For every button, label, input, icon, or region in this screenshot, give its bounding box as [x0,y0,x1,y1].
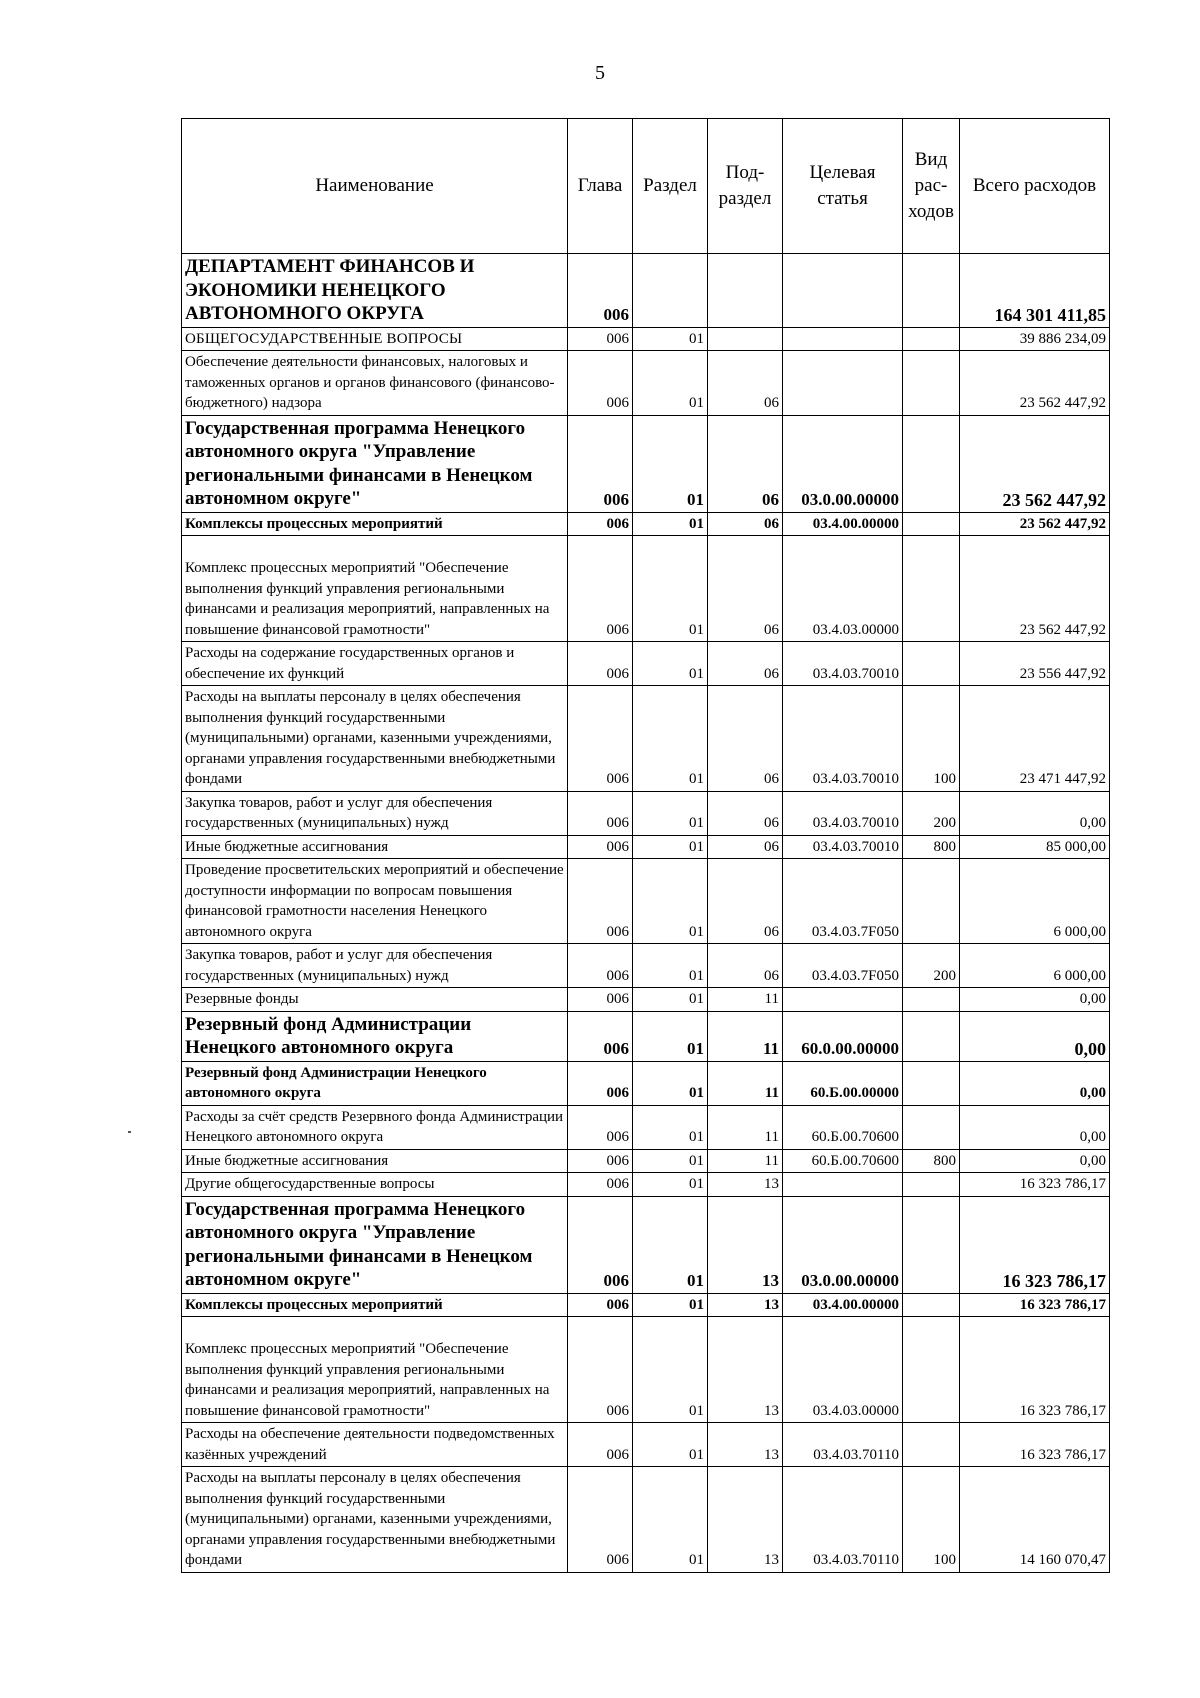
cell-subsection [708,254,783,328]
cell-kind [903,415,960,512]
cell-total: 23 562 447,92 [960,351,1110,416]
cell-subsection: 13 [708,1317,783,1423]
cell-chapter: 006 [568,536,633,642]
cell-subsection: 13 [708,1467,783,1573]
cell-target: 03.4.03.70010 [783,642,903,686]
cell-total: 23 471 447,92 [960,686,1110,792]
cell-section: 01 [633,1011,708,1061]
cell-chapter: 006 [568,835,633,859]
header-name: Наименование [182,119,568,254]
cell-total: 23 562 447,92 [960,536,1110,642]
cell-kind: 200 [903,791,960,835]
cell-section: 01 [633,835,708,859]
table-body [182,254,1110,1573]
cell-section: 01 [633,859,708,944]
table-row [182,1423,1110,1467]
cell-target: 03.4.00.00000 [783,1293,903,1317]
cell-subsection: 06 [708,859,783,944]
cell-kind [903,512,960,536]
cell-name: Резервные фонды [182,988,568,1012]
cell-section: 01 [633,1293,708,1317]
cell-kind [903,859,960,944]
cell-target [783,351,903,416]
cell-chapter: 006 [568,1173,633,1197]
cell-kind: 800 [903,835,960,859]
cell-chapter: 006 [568,642,633,686]
table-row [182,415,1110,512]
cell-subsection: 06 [708,835,783,859]
cell-subsection: 11 [708,1105,783,1149]
cell-target: 60.Б.00.00000 [783,1061,903,1105]
cell-section: 01 [633,536,708,642]
cell-name: ДЕПАРТАМЕНТ ФИНАНСОВ И ЭКОНОМИКИ НЕНЕЦКОГО АВТОНОМНОГО ОКРУГА [182,254,568,328]
cell-kind [903,351,960,416]
cell-subsection: 06 [708,415,783,512]
cell-target: 03.4.03.70110 [783,1423,903,1467]
table-row [182,1149,1110,1173]
table-row [182,944,1110,988]
cell-subsection: 13 [708,1173,783,1197]
table-row [182,642,1110,686]
cell-kind [903,536,960,642]
cell-name: Комплекс процессных мероприятий "Обеспечение выполнения функций управления региональными финансами и реализация мероприятий, направленных на повышение финансовой грамотности" [182,536,568,642]
table-row [182,1011,1110,1061]
cell-target [783,988,903,1012]
cell-name: Резервный фонд Администрации Ненецкого автономного округа [182,1061,568,1105]
cell-chapter: 006 [568,1196,633,1293]
table-header-row [182,119,1110,254]
stray-mark [128,1131,131,1133]
cell-kind [903,1196,960,1293]
cell-chapter: 006 [568,1061,633,1105]
table-row [182,686,1110,792]
cell-kind [903,1061,960,1105]
cell-total: 164 301 411,85 [960,254,1110,328]
cell-section: 01 [633,1196,708,1293]
header-total: Всего расходов [960,119,1110,254]
cell-chapter: 006 [568,1105,633,1149]
header-section: Раздел [633,119,708,254]
cell-section: 01 [633,642,708,686]
cell-chapter: 006 [568,512,633,536]
cell-kind [903,1173,960,1197]
cell-chapter: 006 [568,351,633,416]
cell-subsection: 11 [708,1011,783,1061]
table-row [182,327,1110,351]
cell-total: 0,00 [960,988,1110,1012]
table-row [182,859,1110,944]
cell-kind: 100 [903,1467,960,1573]
cell-section: 01 [633,1423,708,1467]
header-kind: Вид рас- ходов [903,119,960,254]
cell-chapter: 006 [568,988,633,1012]
cell-name: Государственная программа Ненецкого автономного округа "Управление региональными финансами в Ненецком автономном округе" [182,1196,568,1293]
cell-section: 01 [633,1105,708,1149]
table-row [182,536,1110,642]
cell-chapter: 006 [568,859,633,944]
cell-section: 01 [633,327,708,351]
table-row [182,351,1110,416]
cell-section: 01 [633,1317,708,1423]
cell-name: Комплексы процессных мероприятий [182,512,568,536]
table-row [182,1317,1110,1423]
cell-subsection: 11 [708,988,783,1012]
cell-kind [903,988,960,1012]
cell-target: 60.Б.00.70600 [783,1105,903,1149]
table-row [182,1061,1110,1105]
cell-subsection: 06 [708,686,783,792]
cell-name: Резервный фонд Администрации Ненецкого автономного округа [182,1011,568,1061]
cell-target: 03.0.00.00000 [783,415,903,512]
cell-subsection: 11 [708,1149,783,1173]
cell-kind [903,1293,960,1317]
table-row [182,791,1110,835]
cell-kind: 800 [903,1149,960,1173]
cell-total: 39 886 234,09 [960,327,1110,351]
cell-target: 03.0.00.00000 [783,1196,903,1293]
cell-target [783,327,903,351]
cell-total: 16 323 786,17 [960,1423,1110,1467]
cell-subsection: 06 [708,512,783,536]
cell-chapter: 006 [568,415,633,512]
cell-name: Закупка товаров, работ и услуг для обеспечения государственных (муниципальных) нужд [182,944,568,988]
cell-name: Закупка товаров, работ и услуг для обеспечения государственных (муниципальных) нужд [182,791,568,835]
table-row [182,1196,1110,1293]
cell-subsection [708,327,783,351]
cell-kind [903,1105,960,1149]
cell-name: Обеспечение деятельности финансовых, налоговых и таможенных органов и органов финансового (финансово-бюджетного) надзора [182,351,568,416]
table-row [182,1467,1110,1573]
cell-total: 16 323 786,17 [960,1293,1110,1317]
cell-subsection: 06 [708,642,783,686]
expenditure-table [181,118,1110,1573]
cell-kind [903,1317,960,1423]
cell-target: 03.4.03.7F050 [783,859,903,944]
cell-name: Расходы за счёт средств Резервного фонда Администрации Ненецкого автономного округа [182,1105,568,1149]
cell-chapter: 006 [568,944,633,988]
cell-target: 60.0.00.00000 [783,1011,903,1061]
cell-chapter: 006 [568,1149,633,1173]
cell-target: 60.Б.00.70600 [783,1149,903,1173]
cell-name: Расходы на выплаты персоналу в целях обеспечения выполнения функций государственными (муниципальными) органами, казенными учреждениями, органами управления государственными внебюджетными фондами [182,686,568,792]
cell-kind [903,642,960,686]
cell-chapter: 006 [568,1423,633,1467]
cell-chapter: 006 [568,1293,633,1317]
cell-target: 03.4.03.70010 [783,686,903,792]
cell-section: 01 [633,686,708,792]
cell-total: 85 000,00 [960,835,1110,859]
cell-name: Расходы на обеспечение деятельности подведомственных казённых учреждений [182,1423,568,1467]
cell-subsection: 11 [708,1061,783,1105]
cell-kind: 200 [903,944,960,988]
cell-kind [903,327,960,351]
cell-total: 16 323 786,17 [960,1317,1110,1423]
cell-subsection: 06 [708,791,783,835]
table-row [182,254,1110,328]
cell-total: 0,00 [960,1011,1110,1061]
cell-name: Иные бюджетные ассигнования [182,1149,568,1173]
cell-section: 01 [633,1467,708,1573]
cell-chapter: 006 [568,1317,633,1423]
cell-target: 03.4.00.00000 [783,512,903,536]
cell-section: 01 [633,791,708,835]
cell-chapter: 006 [568,254,633,328]
cell-total: 23 556 447,92 [960,642,1110,686]
cell-target: 03.4.03.70110 [783,1467,903,1573]
cell-section: 01 [633,415,708,512]
cell-total: 6 000,00 [960,944,1110,988]
cell-section: 01 [633,512,708,536]
cell-section: 01 [633,351,708,416]
cell-target [783,1173,903,1197]
cell-name: Проведение просветительских мероприятий и обеспечение доступности информации по вопросам повышения финансовой грамотности населения Ненецкого автономного округа [182,859,568,944]
cell-target: 03.4.03.70010 [783,791,903,835]
cell-total: 23 562 447,92 [960,512,1110,536]
cell-name: Иные бюджетные ассигнования [182,835,568,859]
cell-section [633,254,708,328]
cell-section: 01 [633,988,708,1012]
cell-target: 03.4.03.00000 [783,536,903,642]
table-row [182,1173,1110,1197]
cell-kind [903,254,960,328]
cell-chapter: 006 [568,686,633,792]
cell-name: Комплекс процессных мероприятий "Обеспечение выполнения функций управления региональными финансами и реализация мероприятий, направленных на повышение финансовой грамотности" [182,1317,568,1423]
cell-total: 23 562 447,92 [960,415,1110,512]
cell-total: 16 323 786,17 [960,1196,1110,1293]
cell-total: 16 323 786,17 [960,1173,1110,1197]
table-row [182,835,1110,859]
cell-name: Расходы на выплаты персоналу в целях обеспечения выполнения функций государственными (муниципальными) органами, казенными учреждениями, органами управления государственными внебюджетными фондами [182,1467,568,1573]
cell-total: 14 160 070,47 [960,1467,1110,1573]
cell-target [783,254,903,328]
cell-subsection: 13 [708,1293,783,1317]
cell-subsection: 06 [708,351,783,416]
cell-chapter: 006 [568,1011,633,1061]
cell-target: 03.4.03.7F050 [783,944,903,988]
table-row [182,512,1110,536]
cell-target: 03.4.03.00000 [783,1317,903,1423]
cell-chapter: 006 [568,791,633,835]
header-subsection: Под- раздел [708,119,783,254]
header-target: Целевая статья [783,119,903,254]
cell-kind: 100 [903,686,960,792]
cell-section: 01 [633,944,708,988]
cell-subsection: 13 [708,1423,783,1467]
cell-kind [903,1011,960,1061]
cell-subsection: 06 [708,536,783,642]
cell-chapter: 006 [568,1467,633,1573]
cell-total: 6 000,00 [960,859,1110,944]
cell-name: Комплексы процессных мероприятий [182,1293,568,1317]
cell-kind [903,1423,960,1467]
header-chapter: Глава [568,119,633,254]
cell-name: Расходы на содержание государственных органов и обеспечение их функций [182,642,568,686]
cell-total: 0,00 [960,1061,1110,1105]
table-row [182,1105,1110,1149]
cell-total: 0,00 [960,1149,1110,1173]
cell-section: 01 [633,1173,708,1197]
cell-name: ОБЩЕГОСУДАРСТВЕННЫЕ ВОПРОСЫ [182,327,568,351]
cell-total: 0,00 [960,1105,1110,1149]
cell-section: 01 [633,1061,708,1105]
cell-section: 01 [633,1149,708,1173]
cell-target: 03.4.03.70010 [783,835,903,859]
cell-chapter: 006 [568,327,633,351]
cell-subsection: 06 [708,944,783,988]
cell-name: Государственная программа Ненецкого автономного округа "Управление региональными финансами в Ненецком автономном округе" [182,415,568,512]
page-number: 5 [595,62,605,84]
table-row [182,1293,1110,1317]
cell-total: 0,00 [960,791,1110,835]
table-row [182,988,1110,1012]
cell-subsection: 13 [708,1196,783,1293]
cell-name: Другие общегосударственные вопросы [182,1173,568,1197]
